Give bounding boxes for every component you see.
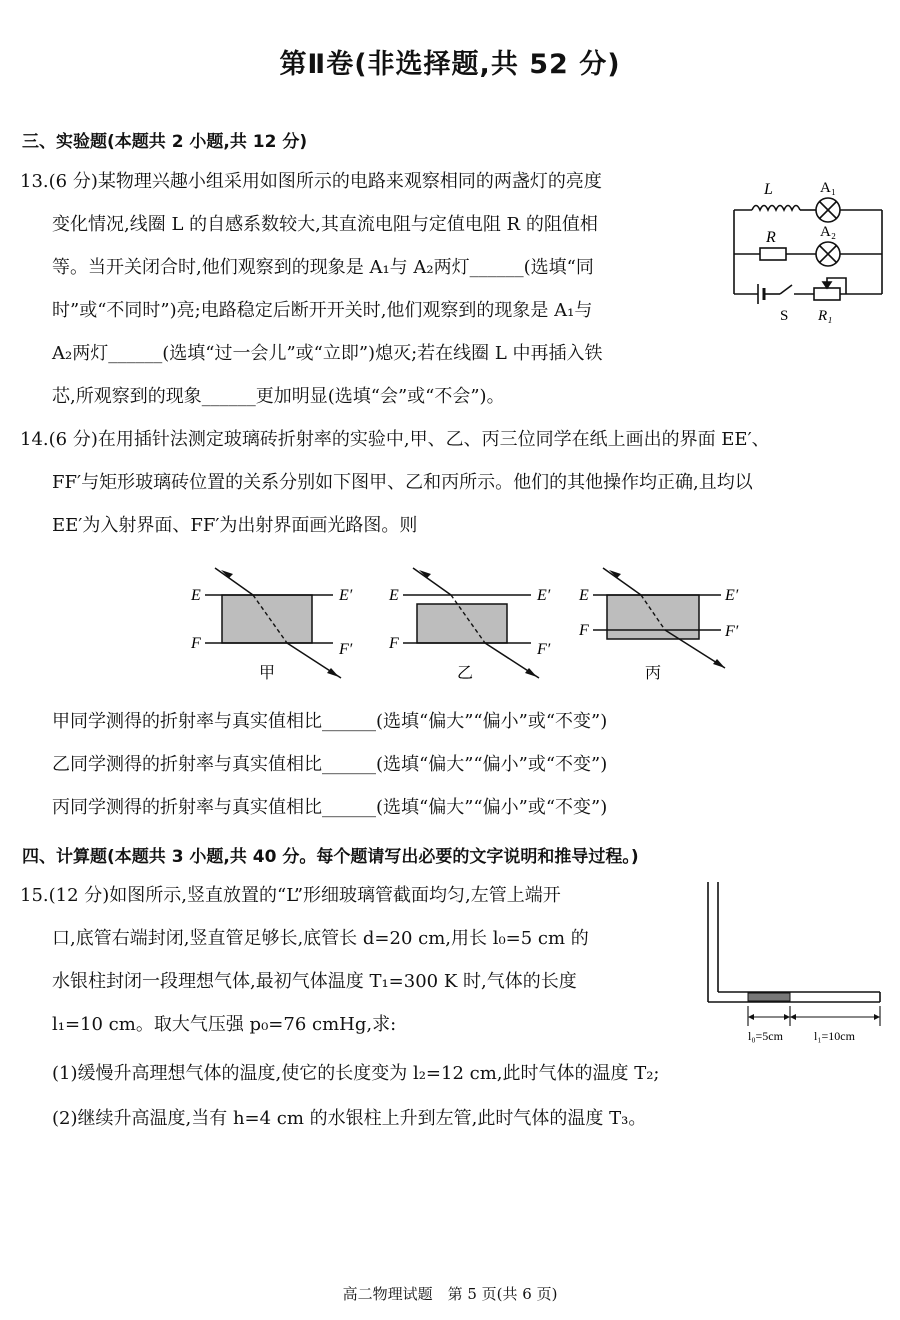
q14-answer: 甲同学测得的折射率与真实值相比______(选填“偏大”“偏小”或“不变”) — [52, 711, 608, 732]
refraction-figures — [185, 560, 765, 690]
q15-sub1: (1)缓慢升高理想气体的温度,使它的长度变为 l₂=12 cm,此时气体的温度 T₂; — [52, 1063, 660, 1084]
q13-line: 时”或“不同时”)亮;电路稳定后断开开关时,他们观察到的现象是 A₁与 — [52, 300, 593, 321]
l-tube-figure — [700, 882, 890, 1047]
label-f: F — [389, 635, 399, 652]
label-f-prime: F′ — [537, 641, 551, 658]
q13-line: A₂两灯______(选填“过一会儿”或“立即”)熄灭;若在线圈 L 中再插入铁 — [52, 343, 603, 364]
q14-line: 14.(6 分)在用插针法测定玻璃砖折射率的实验中,甲、乙、丙三位同学在纸上画出的界面 EE′、 — [20, 429, 770, 450]
caption-jia: 甲 — [259, 665, 276, 682]
lamp-a1-label: A₁ — [820, 180, 837, 196]
resistor-label: R — [766, 229, 776, 246]
q15-sub2: (2)继续升高温度,当有 h=4 cm 的水银柱上升到左管,此时气体的温度 T₃。 — [52, 1108, 647, 1129]
figure-bing — [578, 568, 739, 682]
q13-line: 等。当开关闭合时,他们观察到的现象是 A₁与 A₂两灯______(选填“同 — [52, 257, 594, 278]
q15-line: l₁=10 cm。取大气压强 p₀=76 cmHg,求: — [52, 1014, 397, 1035]
q15-line: 15.(12 分)如图所示,竖直放置的“L”形细玻璃管截面均匀,左管上端开 — [20, 885, 561, 906]
page-footer: 高二物理试题 第 5 页(共 6 页) — [342, 1285, 558, 1303]
inductor-label: L — [764, 181, 773, 198]
q15-line: 水银柱封闭一段理想气体,最初气体温度 T₁=300 K 时,气体的长度 — [52, 971, 577, 992]
caption-yi: 乙 — [457, 665, 474, 682]
rheostat-label: R₁ — [818, 308, 833, 324]
section3-heading: 三、实验题(本题共 2 小题,共 12 分) — [22, 132, 308, 152]
q15-line: 口,底管右端封闭,竖直管足够长,底管长 d=20 cm,用长 l₀=5 cm 的 — [52, 928, 589, 949]
page-title: 第Ⅱ卷(非选择题,共 52 分) — [279, 49, 621, 80]
q14-line: FF′与矩形玻璃砖位置的关系分别如下图甲、乙和丙所示。他们的其他操作均正确,且均以 — [52, 472, 753, 493]
q13-line: 芯,所观察到的现象______更加明显(选填“会”或“不会”)。 — [52, 386, 505, 407]
label-e-prime: E′ — [339, 587, 353, 604]
label-f-prime: F′ — [725, 623, 739, 640]
caption-bing: 丙 — [645, 665, 662, 682]
label-e-prime: E′ — [725, 587, 739, 604]
gas-length-label: l₁=10cm — [814, 1029, 855, 1043]
figure-jia — [190, 568, 353, 682]
label-e-prime: E′ — [537, 587, 551, 604]
label-e: E — [579, 587, 589, 604]
circuit-diagram — [722, 172, 887, 352]
label-e: E — [389, 587, 399, 604]
label-f: F — [191, 635, 201, 652]
label-e: E — [191, 587, 201, 604]
switch-label: S — [780, 308, 789, 324]
figure-yi — [388, 568, 551, 682]
q13-line: 13.(6 分)某物理兴趣小组采用如图所示的电路来观察相同的两盏灯的亮度 — [20, 171, 602, 192]
mercury-length-label: l₀=5cm — [748, 1029, 783, 1043]
label-f: F — [579, 622, 589, 639]
q13-line: 变化情况,线圈 L 的自感系数较大,其直流电阻与定值电阻 R 的阻值相 — [52, 214, 598, 235]
q14-answer: 丙同学测得的折射率与真实值相比______(选填“偏大”“偏小”或“不变”) — [52, 797, 608, 818]
section4-heading: 四、计算题(本题共 3 小题,共 40 分。每个题请写出必要的文字说明和推导过程。) — [22, 847, 639, 867]
q14-line: EE′为入射界面、FF′为出射界面画光路图。则 — [52, 515, 418, 536]
q14-answer: 乙同学测得的折射率与真实值相比______(选填“偏大”“偏小”或“不变”) — [52, 754, 608, 775]
label-f-prime: F′ — [339, 641, 353, 658]
lamp-a2-label: A₂ — [820, 224, 837, 240]
